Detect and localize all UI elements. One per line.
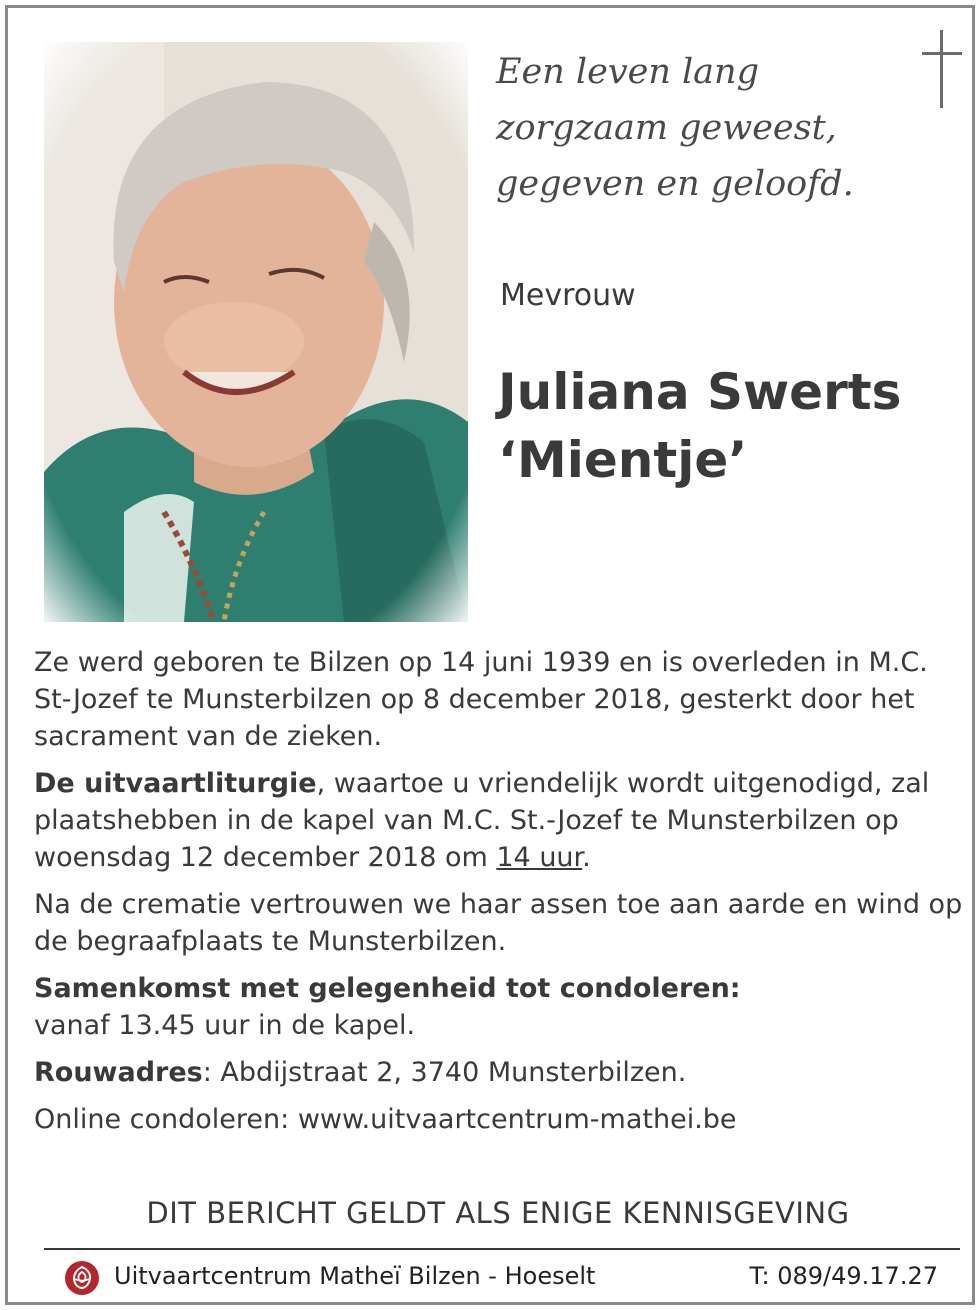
rose-logo-icon [64, 1260, 100, 1296]
memorial-verse [496, 44, 854, 212]
funeral-text: , waartoe u vriendelijk wordt uitgenodigd, zal plaatshebben in de kapel van M.C. St.-Jozef te Munsterbilzen op woensdag 12 december 2018 om [34, 768, 930, 873]
birth-death-paragraph: Ze werd geboren te Bilzen op 14 juni 1939 en is overleden in M.C. St-Jozef te Munsterbilzen op 8 december 2018, gesterkt door het sacrament van de zieken. [34, 647, 928, 752]
obituary-card [5, 5, 975, 1305]
funeral-end: . [582, 842, 591, 873]
verse-line: Een leven lang [496, 52, 759, 92]
notice-line: DIT BERICHT GELDT ALS ENIGE KENNISGEVING [146, 1196, 850, 1230]
funeral-time: 14 uur [496, 842, 583, 873]
address-label: Rouwadres [34, 1057, 203, 1088]
funeral-paragraph [34, 765, 964, 876]
footer-divider [44, 1248, 960, 1250]
nickname: ‘Mientje’ [498, 431, 748, 489]
online-condolence-paragraph: Online condoleren: www.uitvaartcentrum-mathei.be [34, 1104, 737, 1135]
cremation-paragraph: Na de crematie vertrouwen we haar assen toe aan aarde en wind op de begraafplaats te Munsterbilzen. [34, 889, 963, 957]
address-text: : Abdijstraat 2, 3740 Munsterbilzen. [202, 1057, 687, 1088]
condolence-gathering-paragraph [34, 970, 964, 1044]
verse-line: zorgzaam geweest, [496, 108, 837, 148]
full-name: Juliana Swerts [498, 363, 902, 421]
funeral-home-name: Uitvaartcentrum Matheï Bilzen - Hoeselt [114, 1262, 596, 1290]
funeral-label: De uitvaartliturgie [34, 768, 317, 799]
funeral-home-phone: T: 089/49.17.27 [749, 1262, 938, 1290]
gathering-text: vanaf 13.45 uur in de kapel. [34, 1010, 416, 1041]
cross-icon [920, 30, 964, 108]
deceased-name [498, 358, 901, 494]
announcement-body [34, 644, 964, 1148]
salutation: Mevrouw [500, 278, 636, 313]
portrait-photo [44, 42, 468, 622]
mourning-address-paragraph [34, 1054, 964, 1091]
gathering-label: Samenkomst met gelegenheid tot condoleren: [34, 973, 741, 1004]
verse-line: gegeven en geloofd. [496, 164, 854, 204]
